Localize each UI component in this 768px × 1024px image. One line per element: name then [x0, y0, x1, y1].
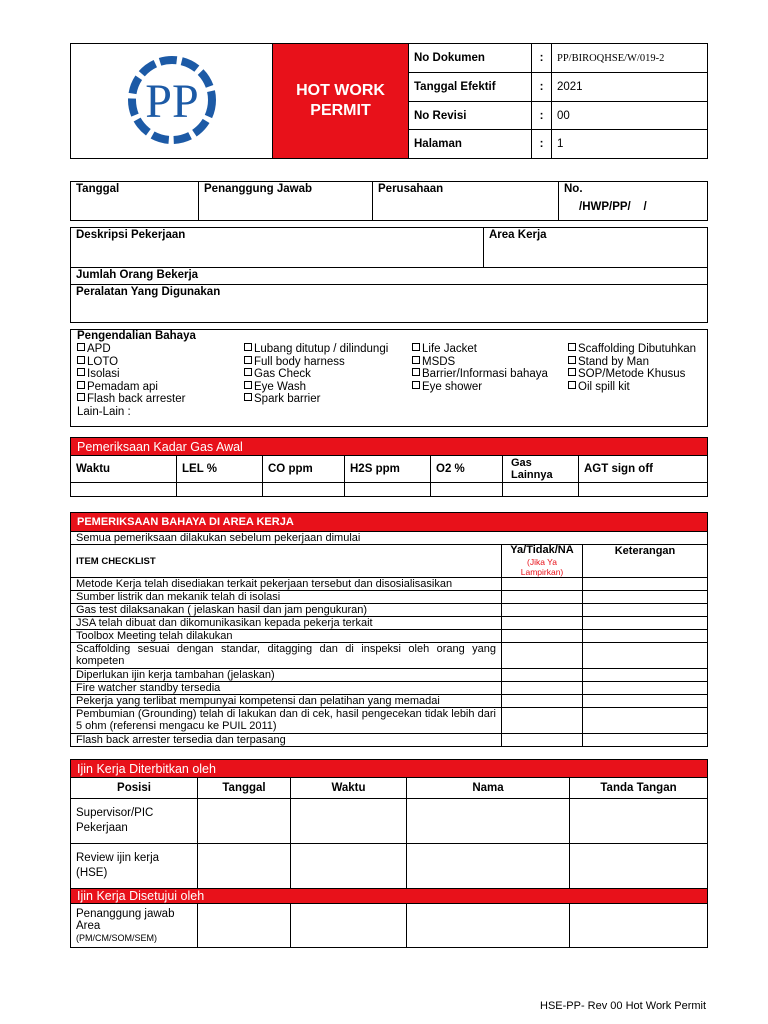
- ijin-header-nama: Nama: [407, 778, 570, 799]
- gas-header-o2: O2 %: [431, 456, 503, 483]
- checkbox-eye-wash[interactable]: Eye Wash: [244, 381, 412, 394]
- checklist-item: Gas test dilaksanakan ( jelaskan hasil dan jam pengukuran): [71, 604, 502, 617]
- hse-waktu[interactable]: [291, 844, 407, 889]
- tanggal-field[interactable]: Tanggal: [71, 182, 199, 221]
- pemeriksaan-bahaya-section: [70, 512, 708, 748]
- checkbox-gas-check[interactable]: Gas Check: [244, 368, 412, 381]
- pemeriksaan-subtitle: Semua pemeriksaan dilakukan sebelum pekerjaan dimulai: [71, 532, 708, 545]
- checklist-answer[interactable]: [502, 734, 583, 747]
- posisi-supervisor-line1: Supervisor/PIC: [76, 807, 154, 819]
- checkbox-sop-metode[interactable]: SOP/Metode Khusus: [568, 368, 703, 381]
- checklist-note[interactable]: [583, 617, 708, 630]
- posisi-pja-line2: Area: [76, 919, 101, 932]
- pja-nama[interactable]: [407, 904, 570, 948]
- checklist-answer[interactable]: [502, 578, 583, 591]
- keterangan-header: Keterangan: [583, 545, 708, 578]
- checkbox-msds[interactable]: MSDS: [412, 356, 568, 369]
- checkbox-flash-back-arrester[interactable]: Flash back arrester: [77, 393, 242, 406]
- checklist-note[interactable]: [583, 734, 708, 747]
- logo-text: PP: [144, 74, 199, 128]
- meta-colon: :: [532, 73, 552, 102]
- nomor-value: /HWP/PP/ /: [579, 201, 647, 213]
- checklist-note[interactable]: [583, 695, 708, 708]
- posisi-pja-line1: Penanggung jawab: [76, 907, 175, 920]
- checkbox-spark-barrier[interactable]: Spark barrier: [244, 393, 412, 406]
- checkbox-stand-by-man[interactable]: Stand by Man: [568, 356, 703, 369]
- deskripsi-pekerjaan-field[interactable]: Deskripsi Pekerjaan: [71, 228, 484, 268]
- posisi-pja-line3: (PM/CM/SOM/SEM): [76, 932, 157, 943]
- pemeriksaan-title: PEMERIKSAAN BAHAYA DI AREA KERJA: [71, 513, 708, 532]
- gas-header-waktu: Waktu: [71, 456, 177, 483]
- checklist-answer[interactable]: [502, 708, 583, 734]
- posisi-hse-line1: Review ijin kerja: [76, 852, 160, 864]
- checkbox-oil-spill-kit[interactable]: Oil spill kit: [568, 381, 703, 394]
- posisi-supervisor: [71, 799, 198, 844]
- checklist-answer[interactable]: [502, 604, 583, 617]
- ya-tidak-header: [502, 545, 583, 578]
- ijin-header-tanda-tangan: Tanda Tangan: [570, 778, 708, 799]
- ijin-kerja-section: [70, 759, 708, 947]
- checkbox-pemadam-api[interactable]: Pemadam api: [77, 381, 242, 394]
- checkbox-scaffolding[interactable]: Scaffolding Dibutuhkan: [568, 343, 703, 356]
- checklist-item: Toolbox Meeting telah dilakukan: [71, 630, 502, 643]
- ya-tidak-label: Ya/Tidak/NA: [510, 544, 574, 556]
- pja-waktu[interactable]: [291, 904, 407, 948]
- checklist-answer[interactable]: [502, 682, 583, 695]
- ijin-diterbitkan-title: Ijin Kerja Diterbitkan oleh: [71, 760, 708, 778]
- area-kerja-field[interactable]: Area Kerja: [484, 228, 708, 268]
- checkbox-full-body-harness[interactable]: Full body harness: [244, 356, 412, 369]
- checklist-item: Sumber listrik dan mekanik telah di isolasi: [71, 591, 502, 604]
- checkbox-lubang-ditutup[interactable]: Lubang ditutup / dilindungi: [244, 343, 412, 356]
- checklist-note[interactable]: [583, 604, 708, 617]
- gas-input-lel[interactable]: [177, 483, 263, 497]
- jumlah-orang-field[interactable]: Jumlah Orang Bekerja: [71, 268, 708, 285]
- pengendalian-col-2: [244, 343, 412, 406]
- gas-input-waktu[interactable]: [71, 483, 177, 497]
- checkbox-life-jacket[interactable]: Life Jacket: [412, 343, 568, 356]
- checklist-item: Diperlukan ijin kerja tambahan (jelaskan): [71, 669, 502, 682]
- gas-header-gas-lainnya: Gas Lainnya: [503, 456, 579, 483]
- supervisor-nama[interactable]: [407, 799, 570, 844]
- checkbox-eye-shower[interactable]: Eye shower: [412, 381, 568, 394]
- penanggung-jawab-field[interactable]: Penanggung Jawab: [199, 182, 373, 221]
- posisi-hse-line2: (HSE): [76, 867, 108, 879]
- ijin-header-posisi: Posisi: [71, 778, 198, 799]
- checkbox-loto[interactable]: LOTO: [77, 356, 242, 369]
- checklist-answer[interactable]: [502, 695, 583, 708]
- gas-check-section: [70, 437, 708, 496]
- checklist-answer[interactable]: [502, 643, 583, 669]
- checklist-note[interactable]: [583, 630, 708, 643]
- meta-value-halaman: 1: [552, 130, 708, 159]
- supervisor-tanggal[interactable]: [198, 799, 291, 844]
- gas-header-h2s: H2S ppm: [345, 456, 431, 483]
- gas-header-co: CO ppm: [263, 456, 345, 483]
- lain-lain-label[interactable]: Lain-Lain :: [77, 405, 131, 418]
- hse-tanda-tangan[interactable]: [570, 844, 708, 889]
- posisi-penanggung-jawab-area: [71, 904, 198, 948]
- meta-label: Halaman: [409, 130, 532, 159]
- checklist-note[interactable]: [583, 682, 708, 695]
- document-footer: HSE-PP- Rev 00 Hot Work Permit: [540, 1000, 707, 1012]
- meta-value-no-dokumen: PP/BIROQHSE/W/019-2: [552, 44, 708, 73]
- pengendalian-col-3: [412, 343, 568, 393]
- meta-label: Tanggal Efektif: [409, 73, 532, 102]
- hse-tanggal[interactable]: [198, 844, 291, 889]
- gas-input-co[interactable]: [263, 483, 345, 497]
- item-checklist-header: ITEM CHECKLIST: [71, 545, 502, 578]
- checklist-item: Fire watcher standby tersedia: [71, 682, 502, 695]
- checkbox-apd[interactable]: APD: [77, 343, 242, 356]
- pengendalian-col-1: [77, 343, 242, 419]
- checklist-answer[interactable]: [502, 669, 583, 682]
- pengendalian-col-4: [568, 343, 703, 393]
- supervisor-waktu[interactable]: [291, 799, 407, 844]
- checklist-item: JSA telah dibuat dan dikomunikasikan kepada pekerja terkait: [71, 617, 502, 630]
- posisi-hse: [71, 844, 198, 889]
- meta-colon: :: [532, 130, 552, 159]
- gas-check-title: Pemeriksaan Kadar Gas Awal: [71, 438, 708, 456]
- peralatan-field[interactable]: Peralatan Yang Digunakan: [71, 285, 708, 323]
- pja-tanda-tangan[interactable]: [570, 904, 708, 948]
- checklist-item: Pekerja yang terlibat mempunyai kompetensi dan pelatihan yang memadai: [71, 695, 502, 708]
- logo-cell: [71, 44, 273, 159]
- gas-input-h2s[interactable]: [345, 483, 431, 497]
- meta-colon: :: [532, 44, 552, 73]
- checklist-note[interactable]: [583, 643, 708, 669]
- info-section: [70, 181, 708, 221]
- meta-value-no-revisi: 00: [552, 102, 708, 130]
- gas-header-lel: LEL %: [177, 456, 263, 483]
- pp-logo: [117, 55, 227, 145]
- checkbox-barrier[interactable]: Barrier/Informasi bahaya: [412, 368, 568, 381]
- gas-input-gas-lainnya[interactable]: [503, 483, 579, 497]
- ijin-disetujui-title: Ijin Kerja Disetujui oleh: [71, 889, 708, 904]
- checklist-note[interactable]: [583, 591, 708, 604]
- ijin-header-waktu: Waktu: [291, 778, 407, 799]
- checklist-item: Scaffolding sesuai dengan standar, ditagging dan di inspeksi oleh orang yang kompeten: [71, 643, 502, 669]
- gas-input-agt[interactable]: [579, 483, 708, 497]
- pengendalian-bahaya-section: [70, 329, 708, 427]
- deskripsi-section: [70, 227, 708, 323]
- title-cell: [273, 44, 409, 159]
- checklist-item: Flash back arrester tersedia dan terpasang: [71, 734, 502, 747]
- nomor-field[interactable]: [559, 182, 708, 221]
- meta-colon: :: [532, 102, 552, 130]
- checklist-note[interactable]: [583, 708, 708, 734]
- meta-value-tanggal-efektif: 2021: [552, 73, 708, 102]
- checklist-answer[interactable]: [502, 591, 583, 604]
- nomor-label: No.: [564, 183, 583, 195]
- document-title-line1: HOT WORK: [296, 82, 385, 99]
- checklist-answer[interactable]: [502, 630, 583, 643]
- supervisor-tanda-tangan[interactable]: [570, 799, 708, 844]
- checklist-note[interactable]: [583, 578, 708, 591]
- checkbox-isolasi[interactable]: Isolasi: [77, 368, 242, 381]
- document-title-line2: PERMIT: [310, 102, 371, 119]
- checklist-note[interactable]: [583, 669, 708, 682]
- ijin-header-tanggal: Tanggal: [198, 778, 291, 799]
- meta-label: No Revisi: [409, 102, 532, 130]
- checklist-item: Pembumian (Grounding) telah di lakukan dan di cek, hasil pengecekan tidak lebih dari 5 ohm (referensi mengacu ke PUIL 2011): [71, 708, 502, 734]
- hse-nama[interactable]: [407, 844, 570, 889]
- gas-input-o2[interactable]: [431, 483, 503, 497]
- pja-tanggal[interactable]: [198, 904, 291, 948]
- ya-tidak-note: (Jika Ya Lampirkan): [520, 557, 564, 577]
- checklist-item: Metode Kerja telah disediakan terkait pekerjaan tersebut dan disosialisasikan: [71, 578, 502, 591]
- checklist-answer[interactable]: [502, 617, 583, 630]
- pengendalian-title: Pengendalian Bahaya: [77, 330, 196, 342]
- gas-header-agt: AGT sign off: [579, 456, 708, 483]
- posisi-supervisor-line2: Pekerjaan: [76, 822, 128, 834]
- perusahaan-field[interactable]: Perusahaan: [373, 182, 559, 221]
- document-header: [70, 43, 708, 158]
- meta-label: No Dokumen: [409, 44, 532, 73]
